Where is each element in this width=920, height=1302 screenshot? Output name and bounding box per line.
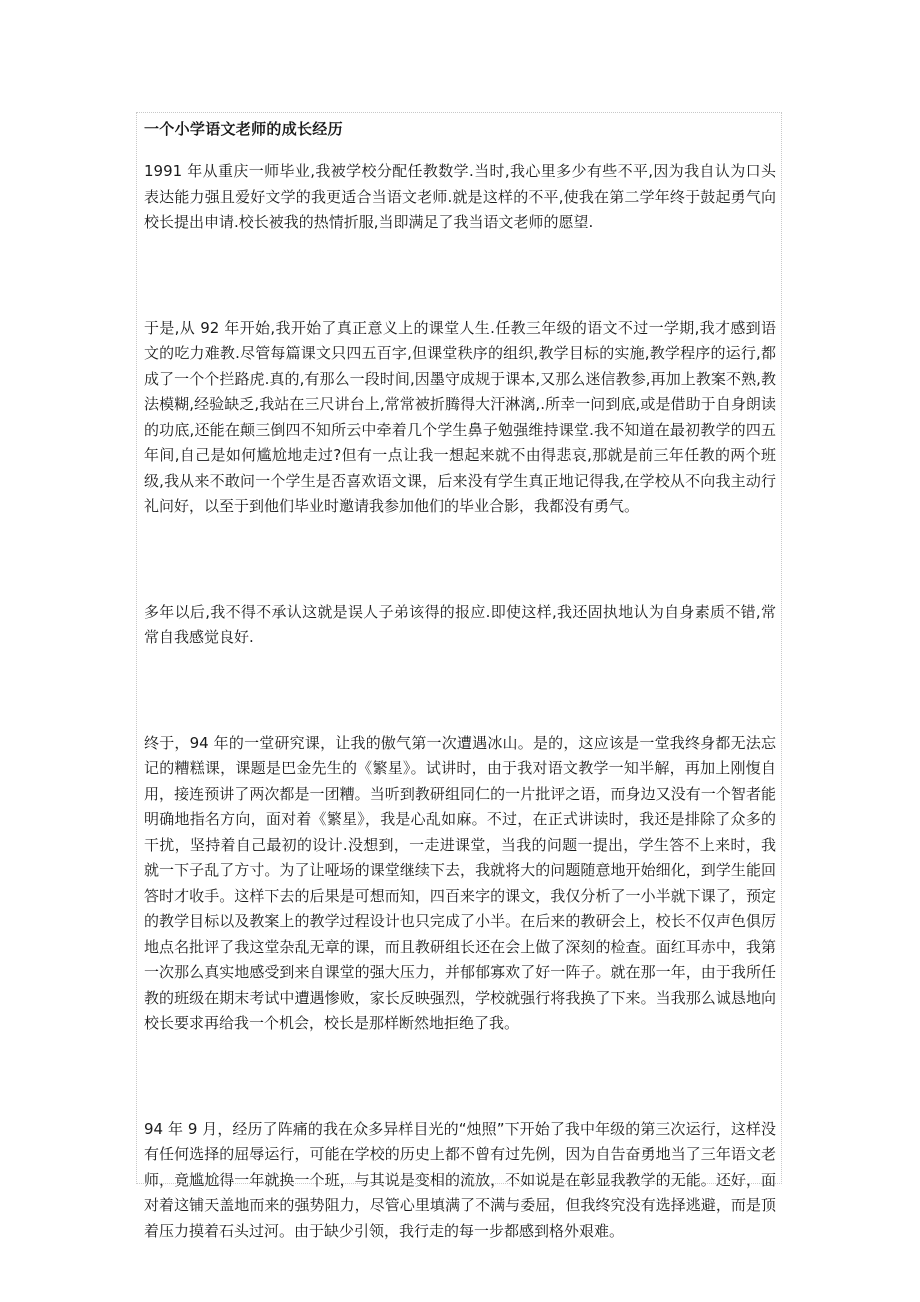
paragraph-3: 多年以后,我不得不承认这就是误人子弟该得的报应.即使这样,我还固执地认为自身素质不错,常常自我感觉良好. [144, 602, 776, 646]
document-title: 一个小学语文老师的成长经历 [144, 120, 343, 138]
paragraph-2: 于是,从 92 年开始,我开始了真正意义上的课堂人生.任教三年级的语文不过一学期,我才感到语文的吃力难教.尽管每篇课文只四五百字,但课堂秩序的组织,教学目标的实施,教学程序的运行,都成了一个个拦路虎.真的,有那么一段时间,因墨守成规于课本,又那么迷信教参,再加上教案不熟,教法模糊,经验缺乏,我站在三尺讲台上,常常被折腾得大汗淋漓,.所幸一问到底,或是借助于自身朗读的功底,还能在颠三倒四不知所云中牵着几个学生鼻子勉强维持课堂.我不知道在最初教学的四五年间,自己是如何尴尬地走过?但有一点让我一想起来就不由得悲哀,那就是前三年任教的两个班级,我从来不敢问一个学生是否喜欢语文课，后来没有学生真正地记得我,在学校从不向我主动行礼问好，以至于到他们毕业时邀请我参加他们的毕业合影，我都没有勇气。 [144, 318, 776, 515]
paragraph-1: 1991 年从重庆一师毕业,我被学校分配任教数学.当时,我心里多少有些不平,因为我自认为口头表达能力强且爱好文学的我更适合当语文老师.就是这样的不平,使我在第二学年终于鼓起勇气向校长提出申请.校长被我的热情折服,当即满足了我当语文老师的愿望. [144, 162, 776, 231]
paragraph-4: 终于，94 年的一堂研究课，让我的傲气第一次遭遇冰山。是的，这应该是一堂我终身都无法忘记的糟糕课，课题是巴金先生的《繁星》。试讲时，由于我对语文教学一知半解，再加上刚愎自用，接连预讲了两次都是一团糟。当听到教研组同仁的一片批评之语，而身边又没有一个智者能明确地指名方向，面对着《繁星》，我是心乱如麻。不过，在正式讲读时，我还是排除了众多的干扰，坚持着自己最初的设计.没想到，一走进课堂，当我的问题一提出，学生答不上来时，我就一下子乱了方寸。为了让哑场的课堂继续下去，我就将大的问题随意地开始细化，到学生能回答时才收手。这样下去的后果是可想而知，四百来字的课文，我仅分析了一小半就下课了，预定的教学目标以及教案上的教学过程设计也只完成了小半。在后来的教研会上，校长不仅声色俱厉地点名批评了我这堂杂乱无章的课，而且教研组长还在会上做了深刻的检查。面红耳赤中，我第一次那么真实地感受到来自课堂的强大压力，并郁郁寡欢了好一阵子。就在那一年，由于我所任教的班级在期末考试中遭遇惨败，家长反映强烈，学校就强行将我换了下来。当我那么诚恳地向校长要求再给我一个机会，校长是那样断然地拒绝了我。 [144, 733, 776, 1032]
document-content [144, 118, 776, 1244]
paragraph-5: 94 年 9 月，经历了阵痛的我在众多异样目光的“烛照”下开始了我中年级的第三次运行，这样没有任何选择的屈辱运行，可能在学校的历史上都不曾有过先例，因为自告奋勇地当了三年语文老师，竟尴尬得一年就换一个班，与其说是变相的流放，不如说是在彰显我教学的无能。还好，面对着这铺天盖地而来的强势阻力，尽管心里填满了不满与委屈，但我终究没有选择逃避，而是顶着压力摸着石头过河。由于缺少引领，我行走的每一步都感到格外艰难。 [144, 1119, 776, 1240]
